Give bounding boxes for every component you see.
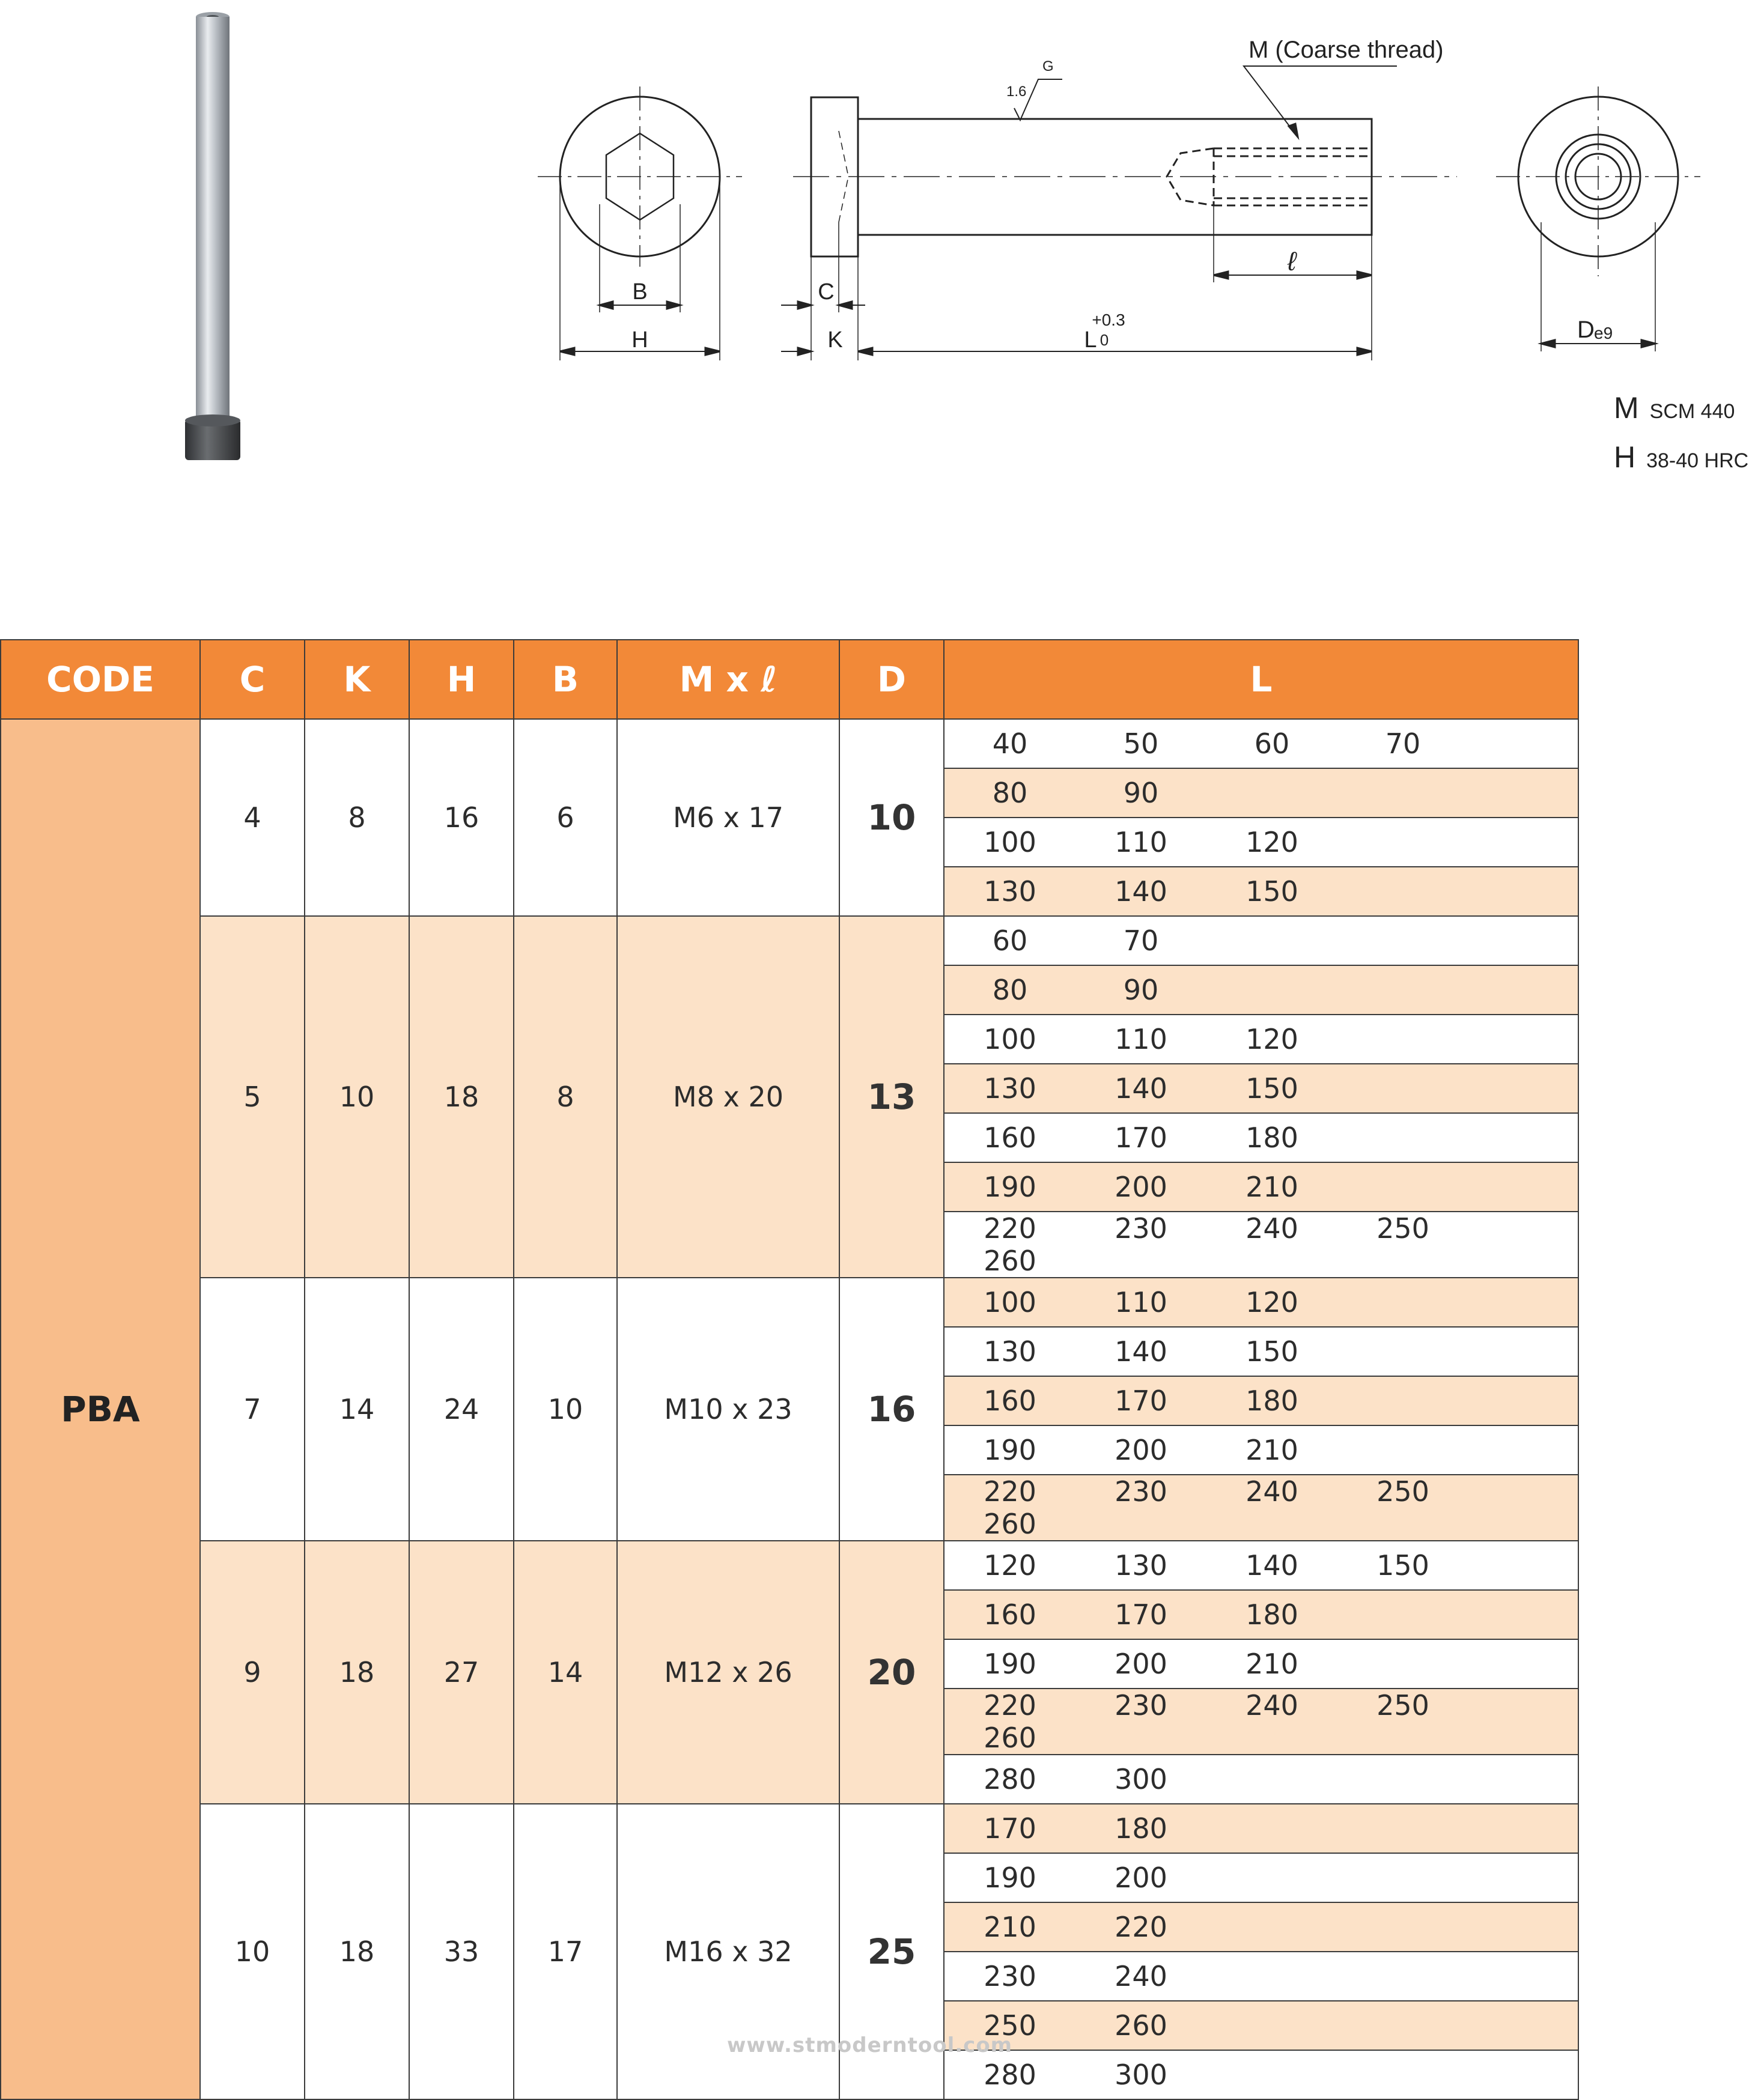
length-options-cell (944, 1639, 1578, 1689)
cell-k: 8 (305, 719, 409, 916)
length-value: 180 (1115, 1812, 1167, 1845)
length-value: 170 (984, 1812, 1036, 1845)
cell-d: 20 (839, 1541, 944, 1804)
dim-label-H: H (631, 327, 648, 353)
length-options-cell (944, 1475, 1578, 1541)
cell-b: 17 (514, 1804, 617, 2099)
length-value: 220 (984, 1475, 1036, 1508)
cell-h: 16 (409, 719, 514, 916)
length-value: 190 (984, 1862, 1036, 1894)
shaft-end-view (1496, 86, 1700, 351)
length-value: 120 (1246, 826, 1298, 858)
length-value: 140 (1115, 875, 1167, 908)
surface-roughness-value: 1.6 (1006, 83, 1027, 100)
header-m: M x ℓ (617, 640, 839, 719)
length-options-cell (944, 1804, 1578, 1853)
length-options-cell (944, 1853, 1578, 1902)
length-value: 200 (1115, 1862, 1167, 1894)
length-options-cell (944, 1212, 1578, 1278)
length-value: 70 (1123, 924, 1159, 957)
cell-c: 9 (200, 1541, 305, 1804)
code-cell: PBA (1, 719, 200, 2099)
length-value: 160 (984, 1385, 1036, 1417)
length-options-cell (944, 768, 1578, 818)
length-value: 260 (984, 1245, 1036, 1277)
header-b: B (514, 640, 617, 719)
length-value: 200 (1115, 1171, 1167, 1203)
cell-m: M6 x 17 (617, 719, 839, 916)
length-value: 210 (1246, 1171, 1298, 1203)
length-value: 100 (984, 1023, 1036, 1055)
dim-label-ell: ℓ (1287, 247, 1297, 276)
header-k: K (305, 640, 409, 719)
length-value: 90 (1123, 974, 1159, 1006)
length-value: 280 (984, 2059, 1036, 2091)
length-value: 260 (984, 1508, 1036, 1540)
cell-k: 14 (305, 1278, 409, 1541)
length-value: 240 (1115, 1960, 1167, 1992)
cell-c: 7 (200, 1278, 305, 1541)
length-options-cell (944, 916, 1578, 965)
header-c: C (200, 640, 305, 719)
length-value: 120 (1246, 1286, 1298, 1319)
length-value: 250 (1376, 1689, 1429, 1722)
cell-h: 33 (409, 1804, 514, 2099)
length-value: 180 (1246, 1121, 1298, 1154)
hardness-label: H (1614, 440, 1636, 474)
table-body (1, 719, 1578, 2099)
hardness-row (1614, 440, 1748, 489)
cell-h: 24 (409, 1278, 514, 1541)
dim-label-D: D (1577, 317, 1595, 343)
length-value: 210 (1246, 1434, 1298, 1466)
length-value: 230 (1115, 1212, 1167, 1245)
cell-d: 25 (839, 1804, 944, 2099)
length-options-cell (944, 1162, 1578, 1212)
length-value: 170 (1115, 1385, 1167, 1417)
length-value: 160 (984, 1598, 1036, 1631)
cell-c: 10 (200, 1804, 305, 2099)
material-notes (1614, 390, 1748, 489)
length-options-cell (944, 1689, 1578, 1755)
length-value: 190 (984, 1171, 1036, 1203)
length-value: 240 (1246, 1475, 1298, 1508)
length-options-cell (944, 1590, 1578, 1639)
length-value: 90 (1123, 777, 1159, 809)
length-value: 120 (1246, 1023, 1298, 1055)
length-value: 190 (984, 1434, 1036, 1466)
length-value: 240 (1246, 1212, 1298, 1245)
length-options-cell (944, 1952, 1578, 2001)
length-value: 80 (992, 777, 1028, 809)
length-value: 110 (1115, 1023, 1167, 1055)
specification-table (0, 639, 1579, 2100)
length-options-cell (944, 2050, 1578, 2099)
length-value: 300 (1115, 2059, 1167, 2091)
table-row (1, 1541, 1578, 1590)
cell-d: 16 (839, 1278, 944, 1541)
length-value: 150 (1246, 1335, 1298, 1368)
length-value: 250 (1376, 1475, 1429, 1508)
length-value: 60 (992, 924, 1028, 957)
length-options-cell (944, 1327, 1578, 1376)
length-value: 50 (1123, 727, 1159, 760)
surface-grinding-mark: G (1042, 58, 1054, 74)
length-value: 140 (1115, 1335, 1167, 1368)
cell-m: M8 x 20 (617, 916, 839, 1278)
hardness-value: 38-40 HRC (1646, 449, 1749, 472)
length-options-cell (944, 1064, 1578, 1113)
length-options-cell (944, 818, 1578, 867)
length-options-cell (944, 1376, 1578, 1425)
length-value: 130 (984, 1335, 1036, 1368)
length-options-cell (944, 719, 1578, 768)
length-value: 230 (984, 1960, 1036, 1992)
cell-c: 4 (200, 719, 305, 916)
length-value: 100 (984, 826, 1036, 858)
length-value: 210 (984, 1911, 1036, 1943)
cell-b: 8 (514, 916, 617, 1278)
material-row (1614, 390, 1748, 440)
length-options-cell (944, 2001, 1578, 2050)
length-options-cell (944, 1113, 1578, 1162)
dim-label-K: K (827, 327, 843, 353)
material-value: SCM 440 (1649, 400, 1735, 423)
length-value: 170 (1115, 1598, 1167, 1631)
length-value: 230 (1115, 1475, 1167, 1508)
length-value: 150 (1246, 875, 1298, 908)
length-value: 170 (1115, 1121, 1167, 1154)
length-value: 60 (1254, 727, 1290, 760)
product-photo (168, 6, 264, 463)
length-options-cell (944, 1425, 1578, 1475)
length-value: 250 (984, 2009, 1036, 2042)
length-options-cell (944, 1015, 1578, 1064)
length-value: 300 (1115, 1763, 1167, 1795)
cell-m: M12 x 26 (617, 1541, 839, 1804)
length-value: 70 (1385, 727, 1421, 760)
length-value: 240 (1246, 1689, 1298, 1722)
length-value: 280 (984, 1763, 1036, 1795)
cell-k: 18 (305, 1804, 409, 2099)
length-value: 200 (1115, 1434, 1167, 1466)
length-value: 110 (1115, 826, 1167, 858)
cell-m: M16 x 32 (617, 1804, 839, 2099)
length-value: 130 (1115, 1549, 1167, 1582)
cell-h: 18 (409, 916, 514, 1278)
length-value: 100 (984, 1286, 1036, 1319)
length-value: 190 (984, 1648, 1036, 1680)
cell-c: 5 (200, 916, 305, 1278)
length-options-cell (944, 965, 1578, 1015)
length-options-cell (944, 1541, 1578, 1590)
length-value: 220 (984, 1689, 1036, 1722)
length-value: 80 (992, 974, 1028, 1006)
cell-k: 18 (305, 1541, 409, 1804)
length-value: 130 (984, 875, 1036, 908)
length-value: 110 (1115, 1286, 1167, 1319)
dim-label-C: C (818, 279, 835, 305)
tolerance-plus: +0.3 (1092, 311, 1125, 329)
length-value: 40 (992, 727, 1028, 760)
length-value: 140 (1115, 1072, 1167, 1105)
length-value: 130 (984, 1072, 1036, 1105)
length-value: 210 (1246, 1648, 1298, 1680)
dim-label-B: B (632, 279, 648, 305)
length-value: 150 (1376, 1549, 1429, 1582)
length-options-cell (944, 1278, 1578, 1327)
length-value: 230 (1115, 1689, 1167, 1722)
length-value: 150 (1246, 1072, 1298, 1105)
length-value: 220 (1115, 1911, 1167, 1943)
length-value: 260 (1115, 2009, 1167, 2042)
length-value: 200 (1115, 1648, 1167, 1680)
length-value: 180 (1246, 1598, 1298, 1631)
header-l: L (944, 640, 1578, 719)
material-label: M (1614, 391, 1639, 425)
length-value: 120 (984, 1549, 1036, 1582)
length-value: 260 (984, 1722, 1036, 1754)
length-value: 250 (1376, 1212, 1429, 1245)
cell-b: 10 (514, 1278, 617, 1541)
table-row (1, 1278, 1578, 1327)
length-value: 140 (1246, 1549, 1298, 1582)
cell-d: 13 (839, 916, 944, 1278)
tolerance-zero: 0 (1100, 331, 1109, 349)
cell-b: 6 (514, 719, 617, 916)
technical-drawing (529, 24, 1752, 408)
dim-label-D-tolerance: e9 (1594, 324, 1613, 342)
cell-m: M10 x 23 (617, 1278, 839, 1541)
length-options-cell (944, 1755, 1578, 1804)
table-header-row (1, 640, 1578, 719)
length-value: 180 (1246, 1385, 1298, 1417)
table-row (1, 1804, 1578, 1853)
thread-callout: M (Coarse thread) (1249, 37, 1444, 63)
table-row (1, 719, 1578, 768)
footer-url: www.stmoderntool.com (727, 2033, 1013, 2057)
dim-label-L: L (1084, 327, 1097, 353)
header-code: CODE (1, 640, 200, 719)
length-value: 220 (984, 1212, 1036, 1245)
length-options-cell (944, 867, 1578, 916)
cell-b: 14 (514, 1541, 617, 1804)
length-options-cell (944, 1902, 1578, 1952)
cell-h: 27 (409, 1541, 514, 1804)
length-value: 160 (984, 1121, 1036, 1154)
cell-d: 10 (839, 719, 944, 916)
cell-k: 10 (305, 916, 409, 1278)
table-row (1, 916, 1578, 965)
head-end-view (538, 86, 742, 360)
header-d: D (839, 640, 944, 719)
header-h: H (409, 640, 514, 719)
